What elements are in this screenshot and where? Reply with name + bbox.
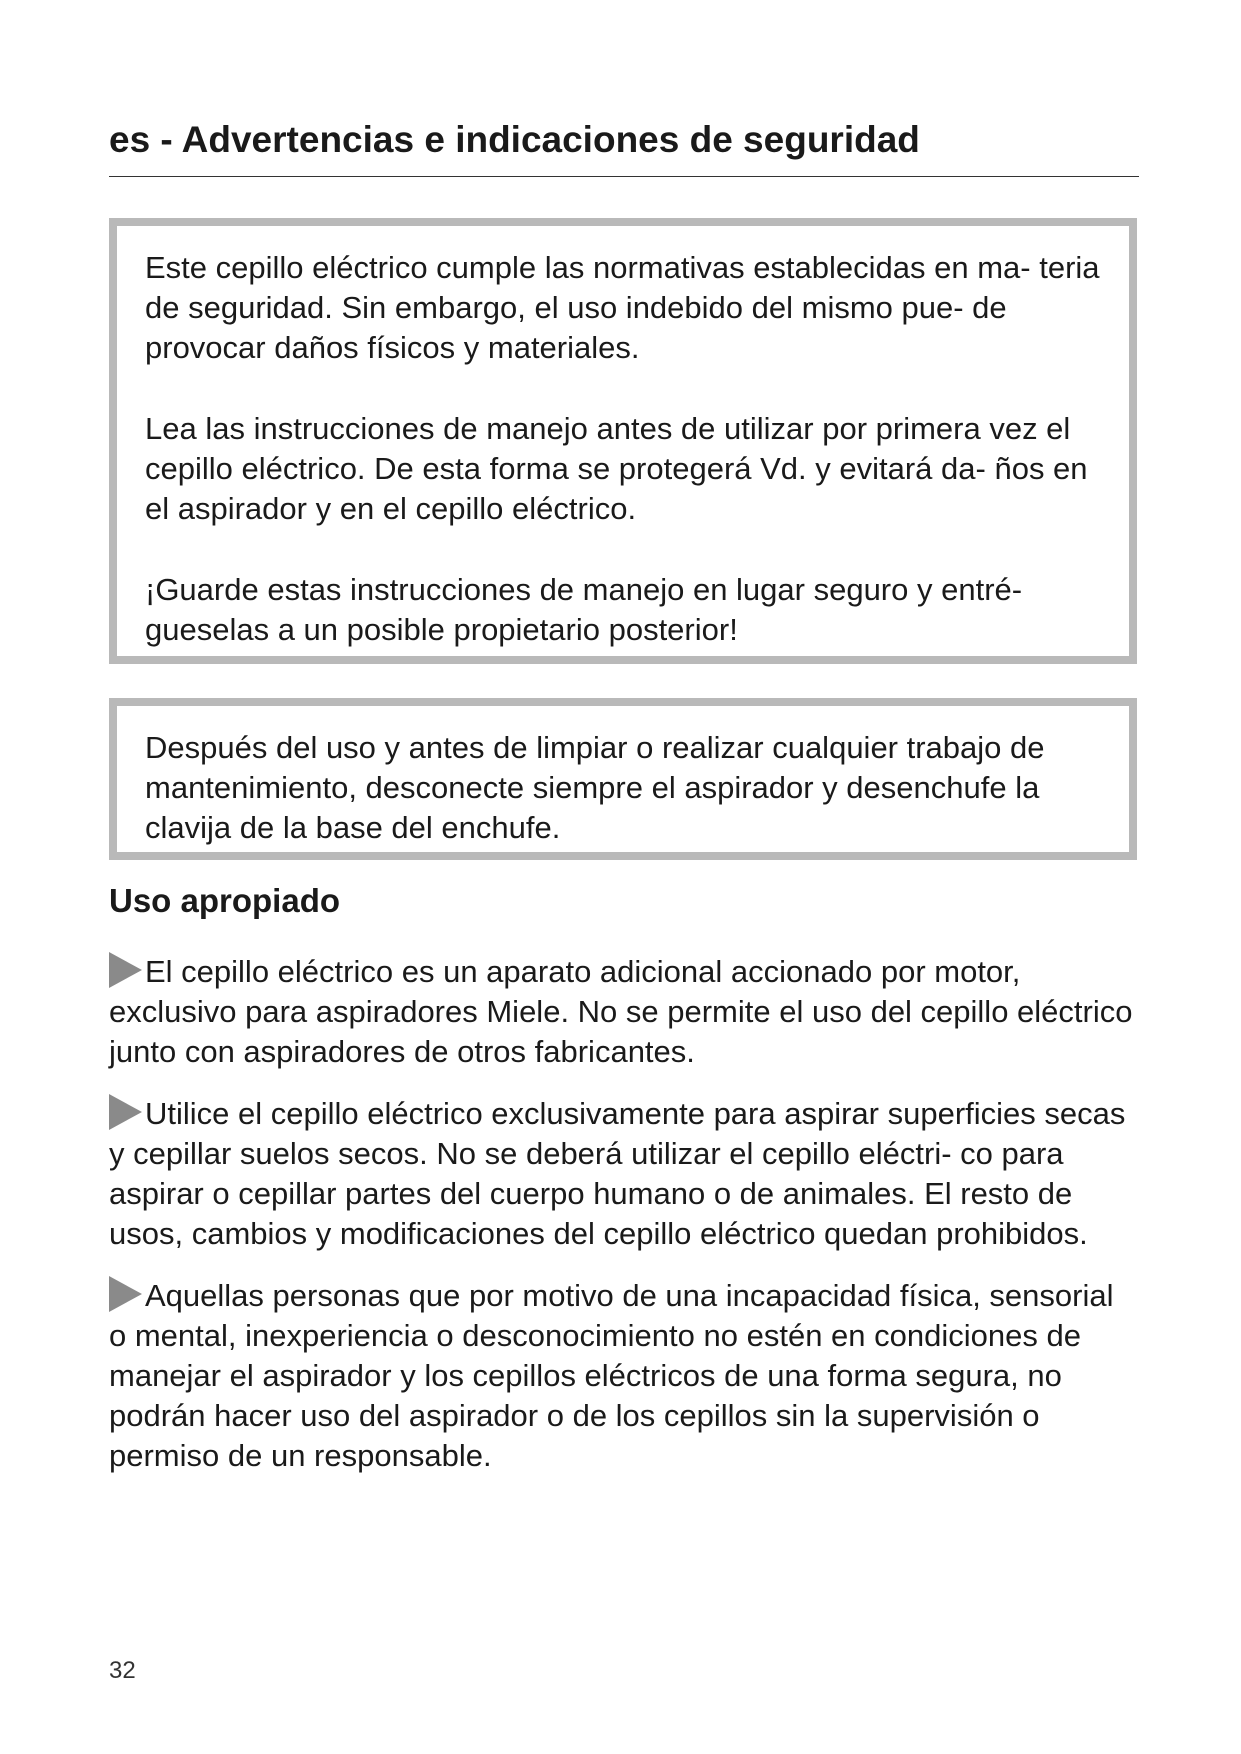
- list-item: [109, 952, 1139, 1072]
- disconnect-warning-box: [109, 698, 1137, 860]
- list-item: [109, 1276, 1139, 1476]
- safety-notice-box: [109, 218, 1137, 664]
- page-number: 32: [109, 1657, 136, 1684]
- bullet-text: Utilice el cepillo eléctrico exclusivamente para aspirar superficies secas y cepillar suelos secos. No se deberá utilizar el cepillo eléctri- co para aspirar o cepillar partes del cuerpo humano o de animales. El resto de usos, cambios y modificaciones del cepillo eléctrico quedan prohibidos.: [109, 1096, 1126, 1251]
- safety-notice-paragraph: Lea las instrucciones de manejo antes de utilizar por primera vez el cepillo eléctrico. De esta forma se protegerá Vd. y evitará da- ños en el aspirador y en el cepillo eléctrico.: [145, 411, 1088, 526]
- usage-bullet-list: [109, 952, 1139, 1498]
- page-title: es - Advertencias e indicaciones de seguridad: [109, 112, 1139, 177]
- section-heading: Uso apropiado: [109, 882, 341, 919]
- list-item: [109, 1094, 1139, 1254]
- bullet-arrow-icon: [109, 1094, 142, 1130]
- bullet-text: Aquellas personas que por motivo de una incapacidad física, sensorial o mental, inexperiencia o desconocimiento no estén en condiciones de manejar el aspirador y los cepillos eléctricos de una forma segura, no podrán hacer uso del aspirador o de los cepillos sin la supervisión o permiso de un responsable.: [109, 1278, 1114, 1473]
- bullet-arrow-icon: [109, 1276, 142, 1312]
- bullet-text: El cepillo eléctrico es un aparato adicional accionado por motor, exclusivo para aspiradores Miele. No se permite el uso del cepillo eléctrico junto con aspiradores de otros fabricantes.: [109, 954, 1133, 1069]
- bullet-arrow-icon: [109, 952, 142, 988]
- safety-notice-paragraph: Este cepillo eléctrico cumple las normativas establecidas en ma- teria de seguridad. Sin embargo, el uso indebido del mismo pue- de provocar daños físicos y materiales.: [145, 250, 1100, 365]
- safety-notice-paragraph: ¡Guarde estas instrucciones de manejo en lugar seguro y entré- gueselas a un posible propietario posterior!: [145, 572, 1023, 647]
- disconnect-warning-text: Después del uso y antes de limpiar o realizar cualquier trabajo de mantenimiento, desconecte siempre el aspirador y desenchufe la clavija de la base del enchufe.: [145, 730, 1045, 845]
